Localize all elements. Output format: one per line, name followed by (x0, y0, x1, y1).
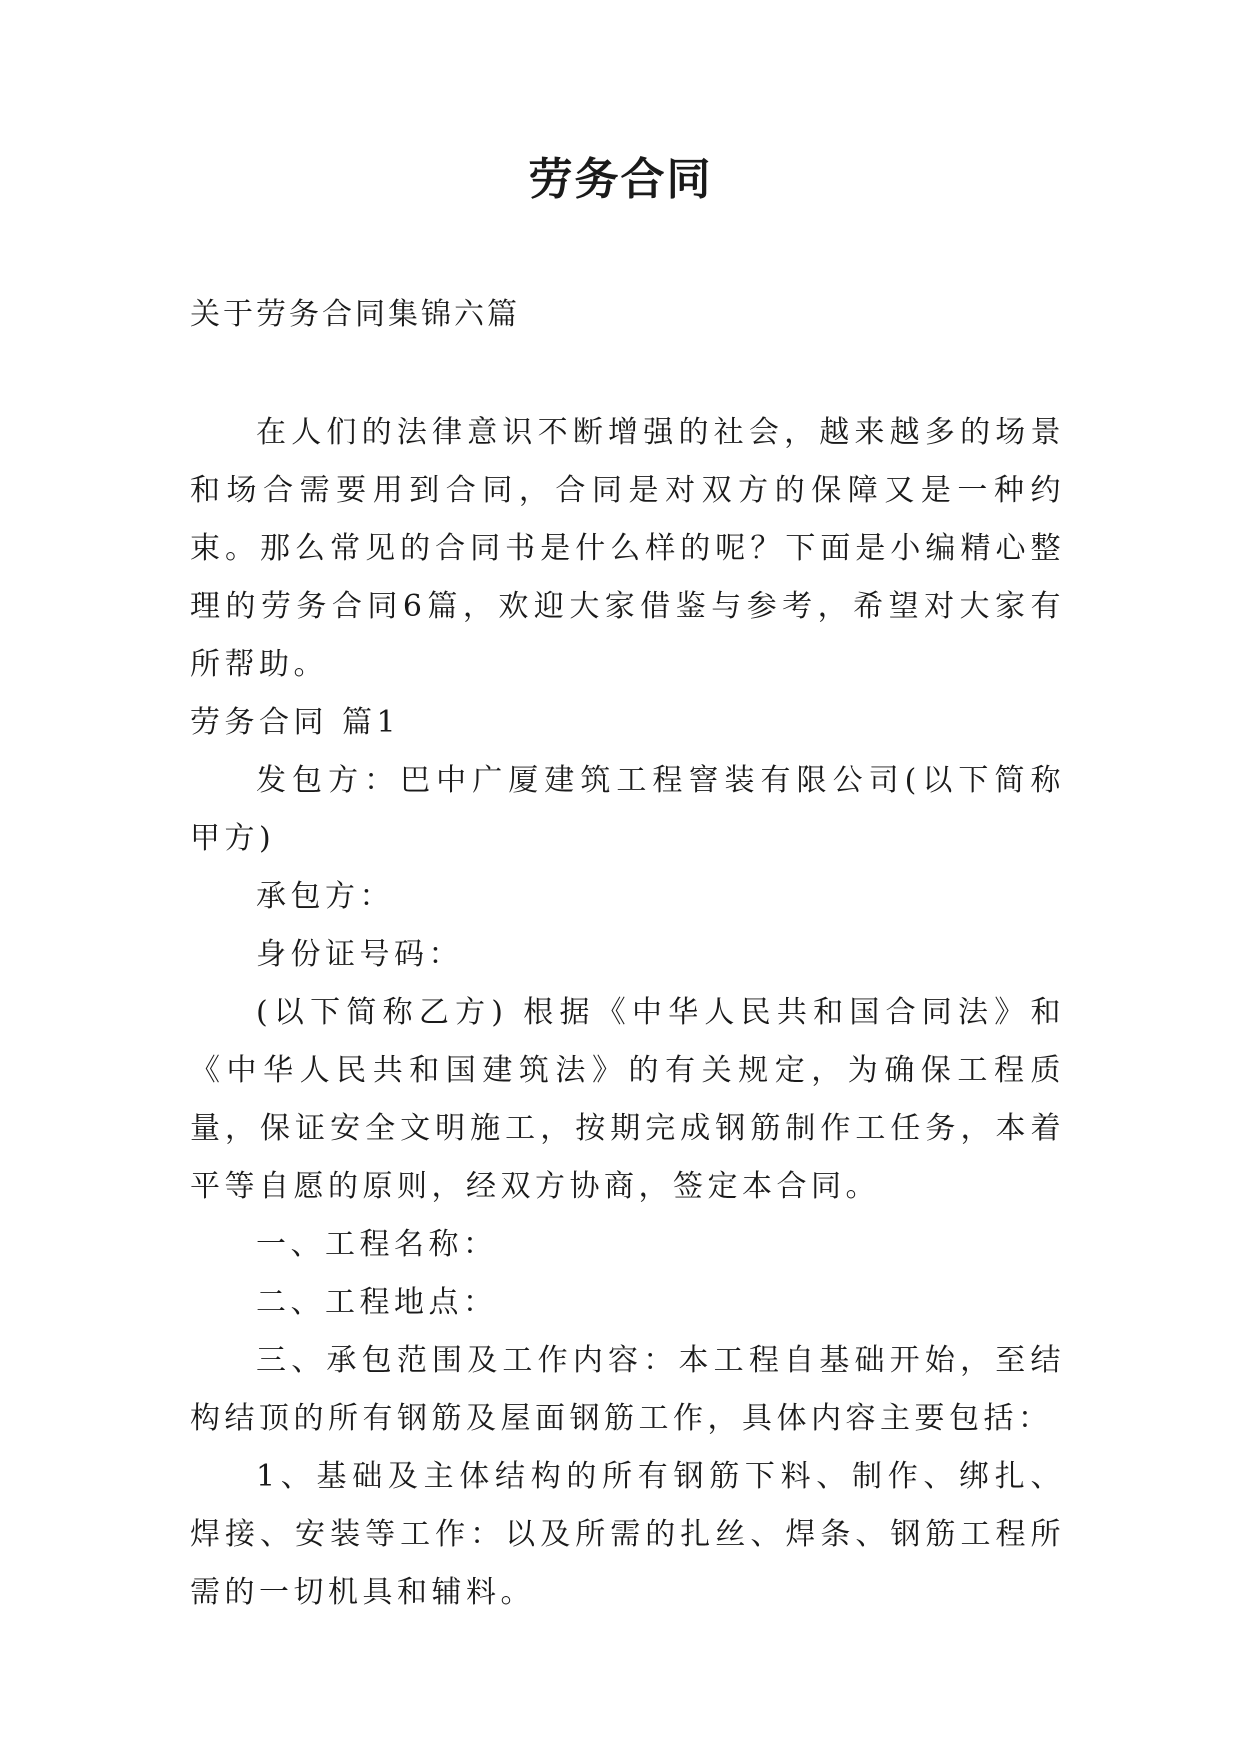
clause-item-1: 1、基础及主体结构的所有钢筋下料、制作、绑扎、焊接、安装等工作：以及所需的扎丝、焊条、钢筋工程所需的一切机具和辅料。 (190, 1459, 1065, 1610)
clause-project-name: 一、工程名称： (256, 1227, 498, 1262)
basis-paragraph: (以下简称乙方) 根据《中华人民共和国合同法》和《中华人民共和国建筑法》的有关规定，为确保工程质量，保证安全文明施工，按期完成钢筋制作工任务，本着平等自愿的原则，经双方协商，签定本合同。 (190, 995, 1065, 1204)
party-a-paragraph: 发包方：巴中广厦建筑工程窨装有限公司(以下简称甲方) (190, 763, 1065, 856)
document-body (190, 404, 1065, 1622)
party-b-paragraph: 承包方： (256, 879, 394, 914)
id-number-paragraph: 身份证号码： (256, 937, 463, 972)
document-subtitle: 关于劳务合同集锦六篇 (190, 297, 520, 332)
clause-scope: 三、承包范围及工作内容：本工程自基础开始，至结构结顶的所有钢筋及屋面钢筋工作，具体内容主要包括： (190, 1343, 1065, 1436)
document-title: 劳务合同 (528, 154, 713, 205)
section-heading: 劳务合同 篇1 (190, 705, 401, 740)
intro-paragraph: 在人们的法律意识不断增强的社会，越来越多的场景和场合需要用到合同，合同是对双方的保障又是一种约束。那么常见的合同书是什么样的呢？下面是小编精心整理的劳务合同6篇，欢迎大家借鉴与参考，希望对大家有所帮助。 (190, 415, 1065, 682)
clause-project-location: 二、工程地点： (256, 1285, 498, 1320)
